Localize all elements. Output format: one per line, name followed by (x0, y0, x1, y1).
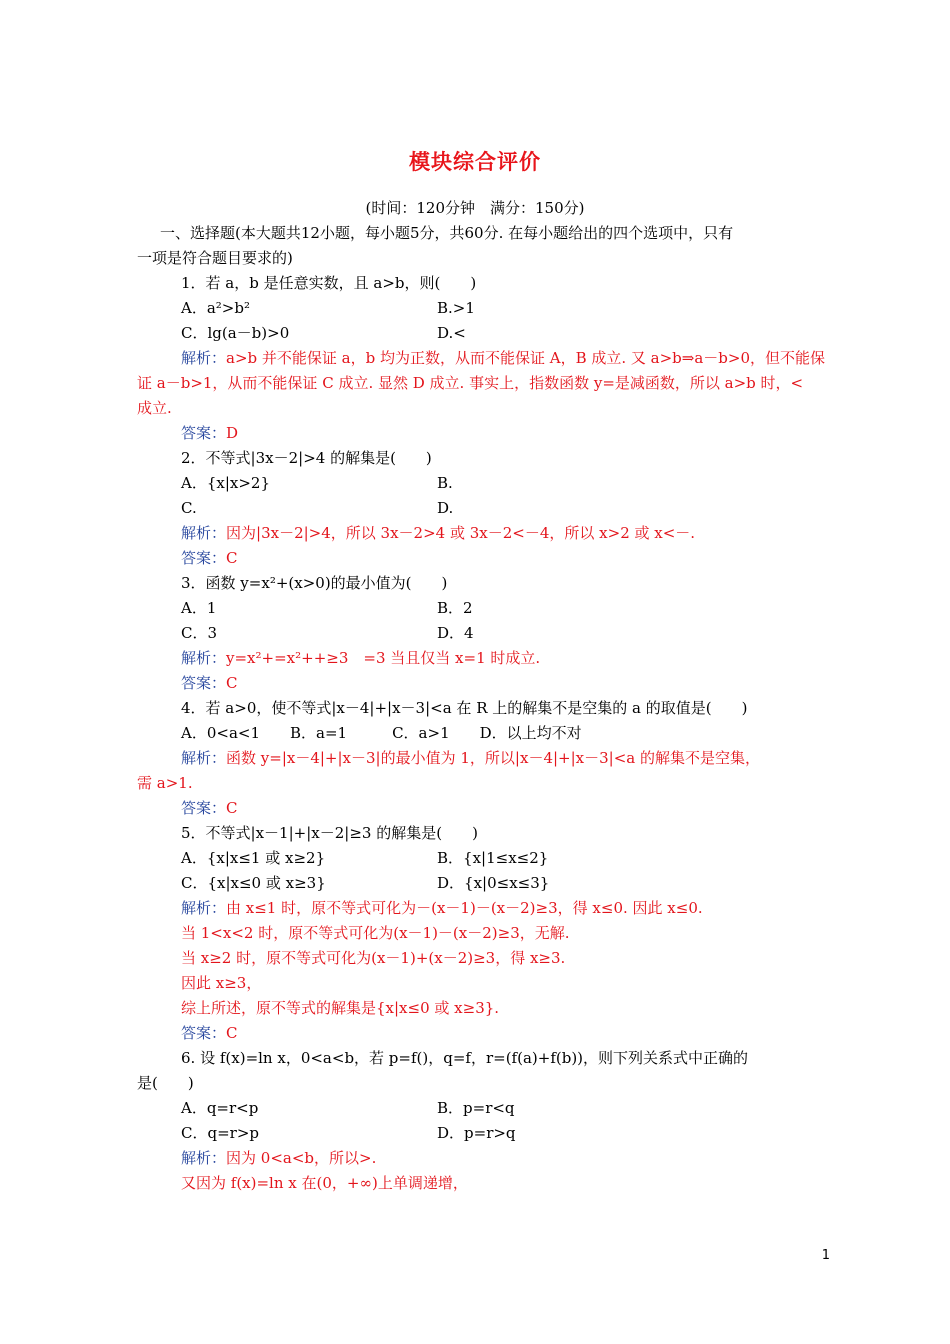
q1-explanation-cont: 证 a－b>1，从而不能保证 C 成立. 显然 D 成立. 事实上，指数函数 y=是减函数，所以 a>b 时，< (137, 374, 804, 392)
q5-explanation-cont: 当 1<x<2 时，原不等式可化为(x－1)－(x－2)≥3，无解. (181, 924, 570, 942)
question-3-stem: 3．函数 y=x²+(x>0)的最小值为( ) (181, 574, 448, 592)
q3-option-d: D．4 (437, 624, 474, 642)
q2-option-c: C. (181, 499, 197, 517)
q4-options: A．0<a<1 B．a=1 C．a>1 D．以上均不对 (181, 724, 582, 742)
q3-explanation (181, 648, 540, 668)
page-number: 1 (821, 1248, 830, 1263)
explanation-text: 因为|3x－2|>4，所以 3x－2>4 或 3x－2<－4，所以 x>2 或 x<－. (226, 524, 696, 542)
explanation-label: 解析： (181, 349, 227, 367)
q1-option-a: A．a²>b² (181, 299, 250, 317)
answer-label: 答案： (181, 424, 227, 442)
q3-option-c: C．3 (181, 624, 218, 642)
question-4-stem: 4．若 a>0，使不等式|x－4|+|x－3|<a 在 R 上的解集不是空集的 a 的取值是( ) (181, 699, 748, 717)
explanation-label: 解析： (181, 749, 227, 767)
q6-option-c: C．q=r>p (181, 1124, 259, 1142)
q6-explanation-cont: 又因为 f(x)=ln x 在(0，+∞)上单调递增， (181, 1174, 468, 1192)
q1-option-d: D.< (437, 324, 466, 342)
q5-option-b: B．{x|1≤x≤2} (437, 849, 549, 867)
q1-option-c: C．lg(a－b)>0 (181, 324, 290, 342)
q3-option-a: A．1 (181, 599, 217, 617)
answer-value: D (226, 424, 239, 442)
explanation-label: 解析： (181, 899, 227, 917)
explanation-label: 解析： (181, 649, 227, 667)
q5-explanation-cont: 当 x≥2 时，原不等式可化为(x－1)+(x－2)≥3，得 x≥3. (181, 949, 566, 967)
answer-value: C (226, 549, 238, 567)
q5-option-d: D．{x|0≤x≤3} (437, 874, 550, 892)
explanation-text: 由 x≤1 时，原不等式可化为－(x－1)－(x－2)≥3，得 x≤0. 因此 x≤0. (226, 899, 703, 917)
explanation-label: 解析： (181, 524, 227, 542)
q2-option-d: D. (437, 499, 454, 517)
q6-explanation (181, 1148, 376, 1168)
exam-meta: (时间：120分钟 满分：150分) (365, 199, 585, 217)
q6-option-b: B．p=r<q (437, 1099, 515, 1117)
q1-explanation-cont: 成立. (137, 399, 172, 417)
question-6-stem-cont: 是( ) (137, 1074, 194, 1092)
answer-value: C (226, 1024, 238, 1042)
q5-explanation (181, 898, 703, 918)
q2-answer (181, 548, 238, 568)
explanation-text: 函数 y=|x－4|+|x－3|的最小值为 1，所以|x－4|+|x－3|<a 的解集不是空集， (226, 749, 760, 767)
answer-label: 答案： (181, 674, 227, 692)
q2-explanation (181, 523, 695, 543)
q6-option-d: D．p=r>q (437, 1124, 516, 1142)
explanation-text: a>b 并不能保证 a，b 均为正数，从而不能保证 A，B 成立. 又 a>b⇒a－b>0，但不能保 (226, 349, 826, 367)
answer-value: C (226, 799, 238, 817)
page-title: 模块综合评价 (409, 149, 541, 174)
q6-option-a: A．q=r<p (181, 1099, 259, 1117)
q5-explanation-cont: 因此 x≥3， (181, 974, 262, 992)
section-heading-cont: 一项是符合题目要求的) (137, 249, 293, 267)
question-1-stem: 1．若 a，b 是任意实数，且 a>b，则( ) (181, 274, 477, 292)
q5-answer (181, 1023, 238, 1043)
explanation-label: 解析： (181, 1149, 227, 1167)
q5-option-c: C．{x|x≤0 或 x≥3} (181, 874, 326, 892)
q4-answer (181, 798, 238, 818)
answer-label: 答案： (181, 549, 227, 567)
answer-label: 答案： (181, 799, 227, 817)
section-heading: 一、选择题(本大题共12小题，每小题5分，共60分. 在每小题给出的四个选项中，只有 (160, 224, 734, 242)
question-6-stem: 6. 设 f(x)=ln x，0<a<b，若 p=f()，q=f，r=(f(a)+f(b))，则下列关系式中正确的 (181, 1049, 749, 1067)
q1-explanation (181, 348, 825, 368)
explanation-text: y=x²+=x²++≥3 =3 当且仅当 x=1 时成立. (226, 649, 541, 667)
q2-option-b: B. (437, 474, 453, 492)
answer-value: C (226, 674, 238, 692)
q3-option-b: B．2 (437, 599, 473, 617)
q4-explanation-cont: 需 a>1. (137, 774, 193, 792)
q4-explanation (181, 748, 760, 768)
answer-label: 答案： (181, 1024, 227, 1042)
question-2-stem: 2．不等式|3x－2|>4 的解集是( ) (181, 449, 432, 467)
q1-answer (181, 423, 238, 443)
q3-answer (181, 673, 238, 693)
q5-option-a: A．{x|x≤1 或 x≥2} (181, 849, 326, 867)
q5-explanation-cont: 综上所述，原不等式的解集是{x|x≤0 或 x≥3}. (181, 999, 500, 1017)
explanation-text: 因为 0<a<b，所以>. (226, 1149, 377, 1167)
q2-option-a: A．{x|x>2} (181, 474, 271, 492)
question-5-stem: 5．不等式|x－1|+|x－2|≥3 的解集是( ) (181, 824, 478, 842)
q1-option-b: B.>1 (437, 299, 475, 317)
